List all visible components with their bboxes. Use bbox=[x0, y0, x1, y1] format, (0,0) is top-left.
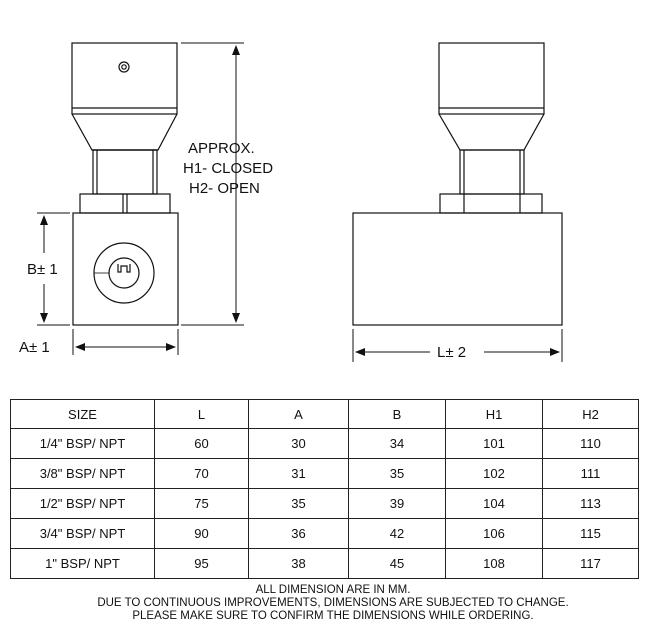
cell-a: 31 bbox=[249, 459, 349, 489]
cell-size: 3/4" BSP/ NPT bbox=[11, 519, 155, 549]
side-bonnet-nut bbox=[440, 194, 542, 213]
notes-line-2: DUE TO CONTINUOUS IMPROVEMENTS, DIMENSIONS ARE SUBJECTED TO CHANGE. bbox=[97, 597, 569, 609]
side-view bbox=[353, 43, 562, 325]
cell-l: 60 bbox=[155, 429, 249, 459]
header-h2: H2 bbox=[543, 400, 639, 429]
cell-h1: 102 bbox=[446, 459, 543, 489]
height-label-open: H2- OPEN bbox=[189, 180, 260, 197]
set-screw-icon bbox=[119, 62, 129, 72]
table-row bbox=[11, 459, 639, 489]
side-handle-cap bbox=[439, 43, 544, 114]
cell-b: 35 bbox=[349, 459, 446, 489]
cell-b: 34 bbox=[349, 429, 446, 459]
cell-h2: 115 bbox=[543, 519, 639, 549]
cell-size: 1/4" BSP/ NPT bbox=[11, 429, 155, 459]
cell-h1: 108 bbox=[446, 549, 543, 579]
table-row bbox=[11, 429, 639, 459]
table-row bbox=[11, 549, 639, 579]
dimension-table bbox=[10, 399, 639, 579]
cell-h2: 111 bbox=[543, 459, 639, 489]
notes-line-1: ALL DIMENSION ARE IN MM. bbox=[255, 584, 411, 596]
b-label: B± 1 bbox=[27, 261, 58, 278]
header-l: L bbox=[155, 400, 249, 429]
cell-a: 36 bbox=[249, 519, 349, 549]
cell-h2: 117 bbox=[543, 549, 639, 579]
cell-b: 45 bbox=[349, 549, 446, 579]
header-size: SIZE bbox=[11, 400, 155, 429]
front-body bbox=[73, 213, 178, 325]
port-inner-icon bbox=[109, 258, 139, 288]
header-a: A bbox=[249, 400, 349, 429]
front-stem bbox=[93, 150, 157, 194]
cell-h2: 110 bbox=[543, 429, 639, 459]
a-label: A± 1 bbox=[19, 339, 50, 356]
height-label-closed: H1- CLOSED bbox=[183, 160, 274, 177]
cell-h2: 113 bbox=[543, 489, 639, 519]
notes-line-3: PLEASE MAKE SURE TO CONFIRM THE DIMENSIONS WHILE ORDERING. bbox=[132, 610, 534, 622]
cell-l: 75 bbox=[155, 489, 249, 519]
table-row bbox=[11, 489, 639, 519]
side-body bbox=[353, 213, 562, 325]
cell-l: 95 bbox=[155, 549, 249, 579]
side-taper bbox=[439, 114, 544, 150]
front-handle-cap bbox=[72, 43, 177, 114]
cell-size: 1/2" BSP/ NPT bbox=[11, 489, 155, 519]
cell-b: 39 bbox=[349, 489, 446, 519]
header-b: B bbox=[349, 400, 446, 429]
table-row bbox=[11, 519, 639, 549]
cell-b: 42 bbox=[349, 519, 446, 549]
cell-a: 30 bbox=[249, 429, 349, 459]
height-label-approx: APPROX. bbox=[188, 140, 255, 157]
cell-l: 70 bbox=[155, 459, 249, 489]
cell-size: 1" BSP/ NPT bbox=[11, 549, 155, 579]
a-dimension bbox=[73, 329, 178, 355]
table-header-row bbox=[11, 400, 639, 429]
side-stem bbox=[460, 150, 524, 194]
l-label: L± 2 bbox=[437, 344, 467, 361]
front-view bbox=[72, 43, 178, 325]
cell-size: 3/8" BSP/ NPT bbox=[11, 459, 155, 489]
cell-l: 90 bbox=[155, 519, 249, 549]
header-h1: H1 bbox=[446, 400, 543, 429]
cell-h1: 101 bbox=[446, 429, 543, 459]
cell-a: 38 bbox=[249, 549, 349, 579]
cell-h1: 104 bbox=[446, 489, 543, 519]
front-taper bbox=[72, 114, 177, 150]
cell-a: 35 bbox=[249, 489, 349, 519]
cell-h1: 106 bbox=[446, 519, 543, 549]
front-bonnet-nut bbox=[80, 194, 170, 213]
